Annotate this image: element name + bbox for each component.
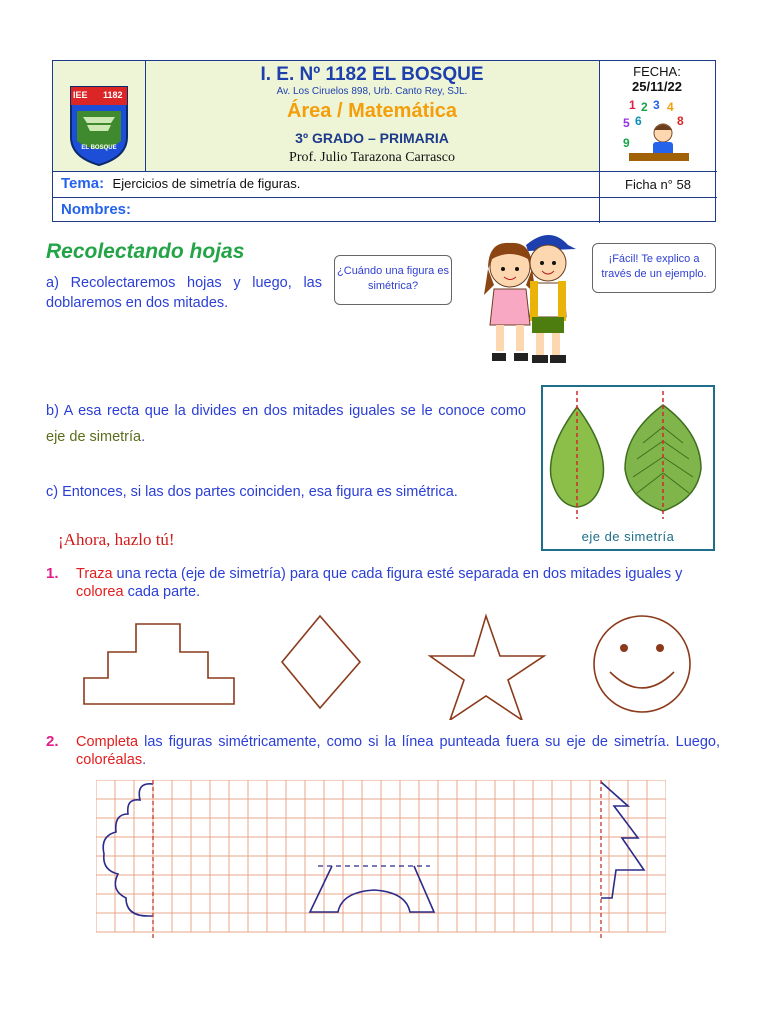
logo-text-bottom: EL BOSQUE: [81, 145, 117, 151]
leaf-figure-box: [541, 385, 715, 551]
smiley-mouth: [610, 672, 674, 688]
exercise2-text-1: las figuras simétricamente, como si la línea punteada fuera su eje de simetría. Luego,: [138, 734, 720, 750]
nombres-label: Nombres:: [61, 201, 132, 218]
svg-text:6: 6: [635, 114, 642, 128]
exercise2-verb-color: coloréalas: [76, 752, 143, 768]
svg-text:5: 5: [623, 116, 630, 130]
exercise2-verb-complete: Completa: [76, 734, 139, 750]
star-shape[interactable]: [430, 616, 544, 720]
smiley-right-eye: [656, 644, 664, 652]
exercise1-verb-trace: Traza: [76, 566, 113, 582]
institution-name: I. E. Nº 1182 EL BOSQUE: [260, 64, 484, 85]
title-cell: [145, 61, 599, 171]
exercise2-text-2: .: [142, 752, 147, 768]
question-bubble: [334, 255, 452, 305]
cloud-half-figure[interactable]: [103, 784, 153, 916]
paragraph-b-end: .: [141, 429, 146, 445]
grade-label: 3º GRADO – PRIMARIA: [295, 130, 449, 146]
tema-value: Ejercicios de simetría de figuras.: [112, 176, 301, 191]
paragraph-b: [46, 398, 526, 450]
rhombus-shape[interactable]: [282, 616, 360, 708]
math-kid-illustration: [619, 97, 699, 167]
svg-text:8: 8: [677, 114, 684, 128]
svg-text:9: 9: [623, 136, 630, 150]
paragraph-a: a) Recolectaremos hojas y luego, las doblaremos en dos mitades.: [46, 275, 322, 311]
symmetry-term: eje de simetría: [46, 429, 142, 445]
exercise1-shapes: [70, 610, 710, 720]
date-label: FECHA:: [633, 64, 681, 79]
date-cell: [599, 61, 715, 171]
exercise1-instructions: [76, 565, 720, 601]
section-title: Recolectando hojas: [46, 240, 245, 263]
paragraph-b-text: b) A esa recta que la divides en dos mitades iguales se le conoce como: [46, 403, 526, 419]
institution-address: Av. Los Ciruelos 898, Urb. Canto Rey, SJL.: [276, 86, 468, 97]
paragraph-c: c) Entonces, si las dos partes coinciden, esa figura es simétrica.: [46, 484, 458, 500]
smiley-left-eye: [620, 644, 628, 652]
exercise2-instructions: [76, 733, 720, 769]
stepped-pyramid-shape[interactable]: [84, 624, 234, 704]
logo-cell: [53, 61, 145, 171]
now-you-heading: ¡Ahora, hazlo tú!: [58, 530, 175, 549]
svg-text:3: 3: [653, 98, 660, 112]
logo-text-left: IEE: [73, 90, 88, 100]
area-title: Área / Matemática: [286, 100, 458, 122]
exercise1-verb-color: colorea: [76, 584, 124, 600]
tema-row: [61, 175, 300, 193]
svg-text:2: 2: [641, 100, 648, 114]
smiley-face-shape[interactable]: [594, 616, 690, 712]
logo-text-right: 1182: [103, 90, 123, 100]
leaves-illustration: [543, 387, 713, 521]
school-logo: [53, 61, 145, 171]
exercise2-number: 2.: [46, 733, 59, 750]
tema-label: Tema:: [61, 175, 105, 192]
date-value: 25/11/22: [632, 79, 682, 94]
svg-text:1: 1: [629, 98, 636, 112]
trapezoid-half-figure[interactable]: [310, 866, 434, 912]
exercise1-text-2: cada parte.: [123, 584, 201, 600]
kids-illustration: [470, 225, 590, 375]
exercise2-grid[interactable]: [96, 780, 666, 940]
exercise1-number: 1.: [46, 565, 59, 582]
ficha-number: Ficha n° 58: [625, 177, 691, 192]
exercise1-text-1: una recta (eje de simetría) para que cada figura esté separada en dos mitades iguales y: [112, 566, 683, 582]
question-bubble-text: ¿Cuándo una figura es simétrica?: [337, 265, 449, 292]
svg-text:4: 4: [667, 100, 674, 114]
leaf-caption: eje de simetría: [581, 529, 675, 544]
nombres-field[interactable]: [153, 199, 593, 221]
answer-bubble: [592, 243, 716, 293]
header-table: [52, 60, 716, 222]
teacher-name: Prof. Julio Tarazona Carrasco: [289, 150, 455, 165]
answer-bubble-text: ¡Fácil! Te explico a través de un ejemplo.: [601, 253, 707, 280]
